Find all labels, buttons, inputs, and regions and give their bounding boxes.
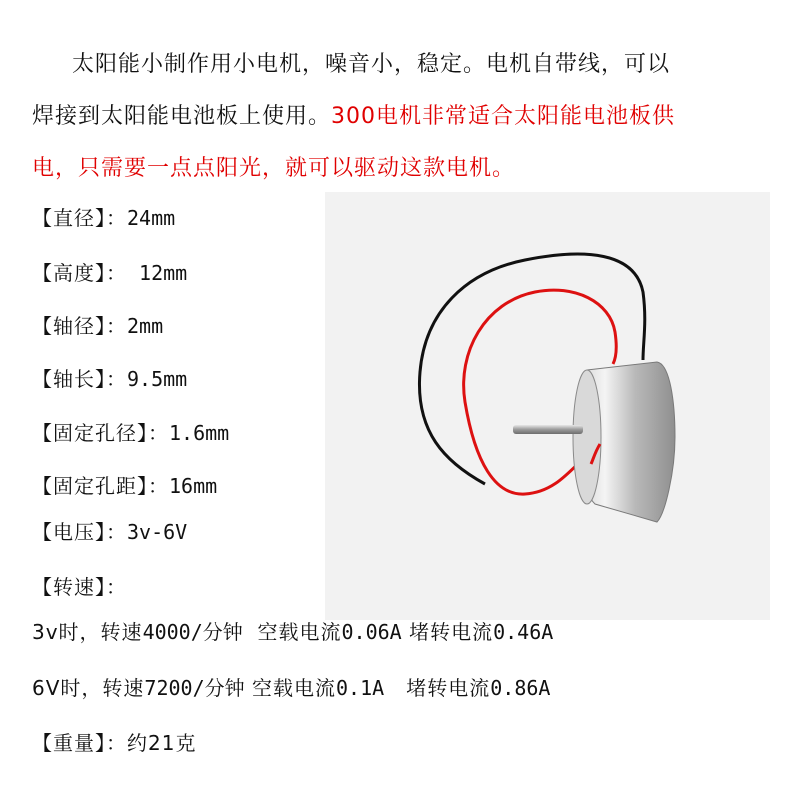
spec-row [32, 517, 187, 547]
speed-row-3v [32, 617, 553, 647]
speed-6v-idle-value: 0.1A [335, 676, 385, 700]
speed-3v-idle-value: 0.06A [341, 620, 402, 644]
intro-line-1 [72, 50, 670, 80]
spec-label: 【固定孔距】： [32, 474, 169, 498]
speed-3v-rpm: 4000/分钟 [142, 620, 243, 644]
spec-label: 【轴径】： [32, 314, 127, 338]
spec-row [32, 471, 217, 501]
spec-label: 【直径】： [32, 206, 127, 230]
speed-3v-label: 3v时，转速 [32, 620, 143, 644]
speed-6v-label: 6V时，转速 [32, 676, 145, 700]
speed-6v-stall-label: 堵转电流 [384, 676, 491, 700]
intro-line-3 [32, 154, 515, 184]
spec-label: 【电压】： [32, 520, 127, 544]
spec-value: 9.5mm [127, 367, 188, 391]
speed-6v-idle-label: 空载电流 [244, 676, 336, 700]
spec-label: 【转速】： [32, 575, 127, 599]
weight-value: 约21克 [127, 731, 197, 755]
speed-row-6v [32, 673, 550, 703]
motor-shaft [513, 425, 583, 434]
spec-row [32, 364, 187, 394]
spec-value: 3v-6V [127, 520, 188, 544]
spec-label: 【固定孔径】： [32, 421, 169, 445]
speed-6v-rpm: 7200/分钟 [144, 676, 245, 700]
intro-line-2 [32, 102, 675, 132]
spec-label: 【高度】： [32, 261, 127, 285]
spec-value: 24mm [127, 206, 176, 230]
motor-photo [325, 192, 770, 620]
spec-row [32, 418, 229, 448]
weight-label: 【重量】： [32, 731, 127, 755]
speed-3v-stall-label: 堵转电流 [401, 620, 494, 644]
spec-label: 【轴长】： [32, 367, 127, 391]
motor-illustration [325, 192, 770, 620]
spec-value: 16mm [169, 474, 218, 498]
spec-row [32, 203, 175, 233]
motor-face [573, 370, 601, 504]
spec-value: 12mm [127, 261, 188, 285]
intro-highlight-2: 电，只需要一点点阳光，就可以驱动这款电机。 [32, 156, 516, 181]
spec-row [32, 311, 163, 341]
speed-6v-stall-value: 0.86A [490, 676, 551, 700]
speed-3v-stall-value: 0.46A [493, 620, 554, 644]
spec-value: 1.6mm [169, 421, 230, 445]
speed-3v-idle-label: 空载电流 [242, 620, 342, 644]
weight-row [32, 728, 196, 758]
intro-highlight-1: 300电机非常适合太阳能电池板供 [331, 104, 676, 129]
spec-row [32, 572, 127, 602]
intro-text-1: 太阳能小制作用小电机，噪音小，稳定。电机自带线，可以 [72, 52, 671, 77]
intro-text-2: 焊接到太阳能电池板上使用。 [32, 104, 332, 129]
spec-value: 2mm [127, 314, 164, 338]
spec-row [32, 258, 187, 288]
